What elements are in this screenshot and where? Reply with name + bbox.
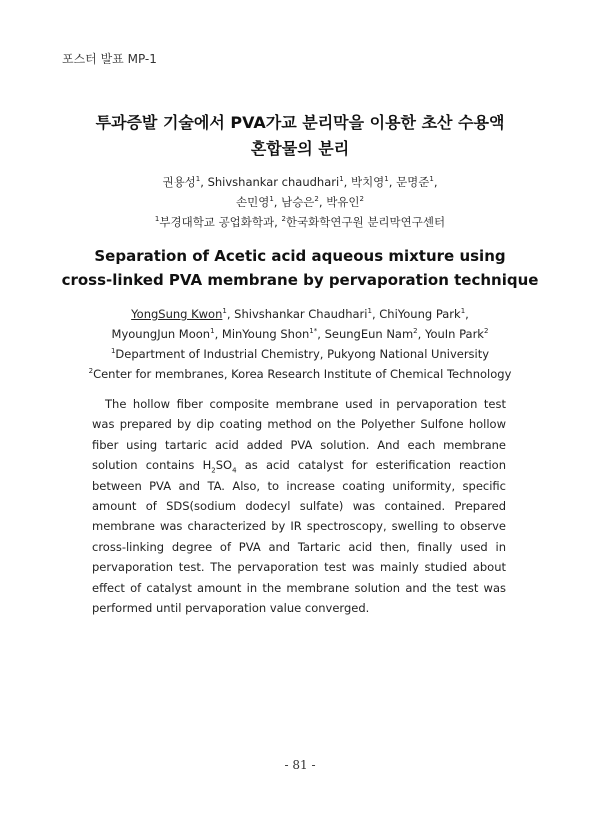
- author-name: Shivshankar chaudhari: [207, 175, 340, 189]
- author-name: 박치영: [350, 175, 385, 189]
- author-sup: 1: [195, 175, 201, 184]
- formula-so-subscript: 4: [232, 466, 237, 475]
- affiliation-sup: 2: [88, 367, 94, 376]
- abstract: [92, 394, 506, 618]
- affiliation-text: 부경대학교 공업화학과: [159, 215, 275, 229]
- abstract-paragraph: [92, 394, 506, 618]
- author-sup: 1: [339, 175, 344, 184]
- abstract-text-part-1: The hollow fiber composite membrane used in pervaporation test was prepared by dip coating method on the Polyether Sulfone hollow fiber using tartaric acid added PVA solution. And each membrane solution contains: [92, 397, 506, 473]
- formula-h: H: [202, 458, 212, 473]
- author-name: SeungEun Nam: [324, 327, 414, 341]
- author-sup: 2: [483, 327, 489, 336]
- english-authors-block: [0, 304, 600, 384]
- affiliation-sup: 1: [154, 215, 160, 224]
- korean-affiliations: $^1$부경대학교 공업화학과, $^2$한국화학연구원 분리막연구센터: [154, 215, 446, 229]
- author-sup: 1: [210, 327, 215, 336]
- affiliation-sup: 2: [281, 215, 286, 224]
- page-number: - 81 -: [284, 758, 316, 772]
- author-name: MinYoung Shon: [221, 327, 310, 341]
- author-sup: 2: [413, 327, 418, 336]
- author-name: Shivshankar Chaudhari: [234, 307, 368, 321]
- korean-authors-line-2: 손민영$^1$, 남승은$^2$, 박유인$^2$: [235, 195, 364, 209]
- author-sup: 1*: [309, 327, 318, 336]
- author-sup: 1: [222, 307, 227, 316]
- presenting-author-name: YongSung Kwon: [131, 307, 223, 321]
- korean-title-line-1: 투과증발 기술에서 PVA가교 분리막을 이용한 초산 수용액: [95, 113, 505, 132]
- author-sup: 1: [367, 307, 372, 316]
- author-name: MyoungJun Moon: [111, 327, 211, 341]
- korean-title-line-2: 혼합물의 분리: [250, 139, 350, 158]
- affiliation-sup: 1: [110, 347, 116, 356]
- affiliation-text: 한국화학연구원 분리막연구센터: [285, 215, 446, 229]
- author-name: 문명준: [396, 175, 430, 189]
- author-name: 손민영: [235, 195, 270, 209]
- formula-so: SO: [215, 458, 233, 473]
- author-sup: 1: [384, 175, 389, 184]
- korean-title: [0, 110, 600, 162]
- formula-h-subscript: 2: [211, 466, 216, 475]
- korean-authors-block: [0, 172, 600, 232]
- english-authors-line-1: YongSung Kwon$^1$, Shivshankar Chaudhari$^1$, ChiYoung Park$^1$,: [131, 307, 469, 321]
- english-authors-line-2: MyoungJun Moon$^1$, MinYoung Shon$^{1*}$, SeungEun Nam$^2$, YouIn Park$^2$: [111, 327, 489, 341]
- author-name: ChiYoung Park: [379, 307, 461, 321]
- author-name: 권용성: [162, 175, 196, 189]
- affiliation-text: Department of Industrial Chemistry, Pukyong National University: [115, 347, 490, 361]
- english-affiliation-1: [0, 344, 600, 364]
- english-title: [0, 244, 600, 292]
- affiliation-text: Center for membranes, Korea Research Institute of Chemical Technology: [93, 367, 512, 381]
- author-name: 남승은: [281, 195, 315, 209]
- author-name: YouIn Park: [424, 327, 484, 341]
- english-affiliation-2: [0, 364, 600, 384]
- abstract-text-part-2: as acid catalyst for esterification reaction between PVA and TA. Also, to increase coating uniformity, specific amount of SDS(sodium dodecyl sulfate) was contained. Prepared membrane was characterized by IR spectroscopy, swelling to observe cross-linking degree of PVA and Tartaric acid then, finally used in pervaporation test. The pervaporation test was mainly studied about effect of catalyst amount in the membrane solution and the test was performed until pervaporation value converged.: [92, 458, 507, 616]
- author-sup: 1: [460, 307, 466, 316]
- session-label: 포스터 발표 MP-1: [62, 52, 157, 66]
- author-name: 박유인: [326, 195, 360, 209]
- english-title-line-2: cross-linked PVA membrane by pervaporation technique: [61, 271, 539, 289]
- author-sup: 2: [314, 195, 319, 204]
- author-sup: 2: [359, 195, 364, 204]
- author-sup: 1: [429, 175, 434, 184]
- english-title-line-1: Separation of Acetic acid aqueous mixture using: [94, 247, 506, 265]
- korean-authors-line-1: 권용성$^1$, Shivshankar chaudhari$^1$, 박치영$^1$, 문명준$^1$,: [162, 175, 438, 189]
- author-sup: 1: [269, 195, 274, 204]
